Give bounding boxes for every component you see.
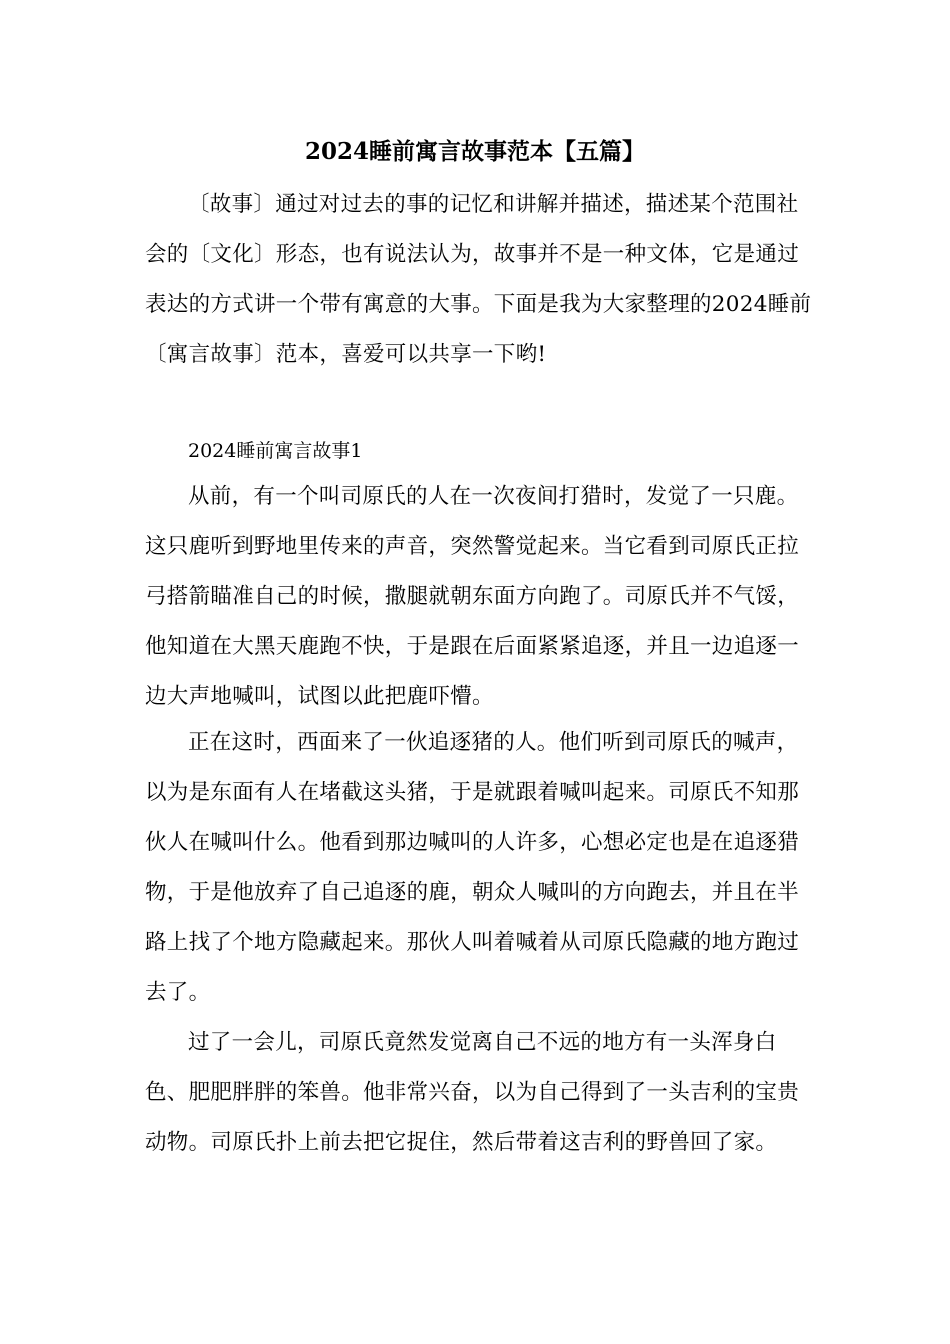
story-heading: 2024睡前寓言故事1 <box>188 440 363 462</box>
story-paragraph-3: 过了一会儿，司原氏竟然发觉离自己不远的地方有一头浑身白色、肥肥胖胖的笨兽。他非常兴奋，以为自己得到了一头吉利的宝贵动物。司原氏扑上前去把它捉住，然后带着这吉利的野兽回了家。 <box>145 1030 800 1155</box>
document-title: 2024睡前寓言故事范本【五篇】 <box>304 138 645 165</box>
story-paragraph-1: 从前，有一个叫司原氏的人在一次夜间打猎时，发觉了一只鹿。这只鹿听到野地里传来的声音，突然警觉起来。当它看到司原氏正拉弓搭箭瞄准自己的时候，撒腿就朝东面方向跑了。司原氏并不气馁，他知道在大黑天鹿跑不快，于是跟在后面紧紧追逐，并且一边追逐一边大声地喊叫，试图以此把鹿吓懵。 <box>145 484 800 709</box>
intro-paragraph: 〔故事〕通过对过去的事的记忆和讲解并描述，描述某个范围社会的〔文化〕形态，也有说法认为，故事并不是一种文体，它是通过表达的方式讲一个带有寓意的大事。下面是我为大家整理的2024睡前〔寓言故事〕范本，喜爱可以共享一下哟! <box>145 192 812 367</box>
story-paragraph-2: 正在这时，西面来了一伙追逐猪的人。他们听到司原氏的喊声，以为是东面有人在堵截这头猪，于是就跟着喊叫起来。司原氏不知那伙人在喊叫什么。他看到那边喊叫的人许多，心想必定也是在追逐猎物，于是他放弃了自己追逐的鹿，朝众人喊叫的方向跑去，并且在半路上找了个地方隐藏起来。那伙人叫着喊着从司原氏隐藏的地方跑过去了。 <box>145 730 800 1005</box>
